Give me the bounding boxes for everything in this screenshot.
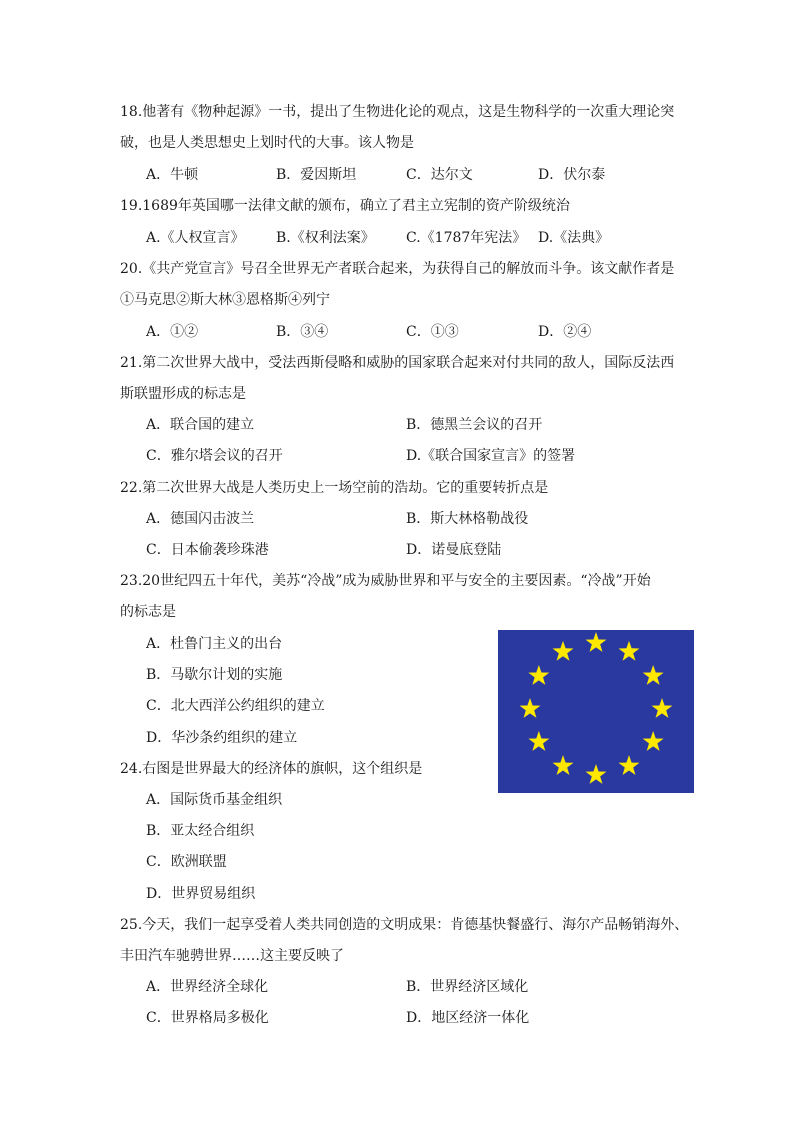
q20-stem-line1: 20.《共产党宣言》号召全世界无产者联合起来，为获得自己的解放而斗争。该文献作者是 — [120, 261, 675, 277]
q20-option-c: C．①③ — [406, 324, 459, 340]
q23-option-b: B．马歇尔计划的实施 — [146, 667, 283, 683]
q20-option-b: B．③④ — [276, 324, 329, 340]
q18-option-b: B．爱因斯坦 — [276, 167, 357, 183]
q18-stem-line1: 18.他著有《物种起源》一书，提出了生物进化论的观点，这是生物科学的一次重大理论突 — [120, 104, 675, 120]
q23-stem-line1: 23.20世纪四五十年代，美苏“冷战”成为威胁世界和平与安全的主要因素。“冷战”开始 — [120, 573, 651, 589]
q20-option-a: A．①② — [146, 324, 199, 340]
q20-stem-line2: ①马克思②斯大林③恩格斯④列宁 — [120, 292, 330, 308]
q24-option-c: C．欧洲联盟 — [146, 854, 227, 870]
q25-stem-line2: 丰田汽车驰骋世界……这主要反映了 — [120, 948, 344, 964]
q23-option-a: A．杜鲁门主义的出台 — [146, 636, 283, 652]
q21-option-c: C．雅尔塔会议的召开 — [146, 448, 283, 464]
q19-option-b: B.《权利法案》 — [276, 230, 375, 246]
q22-option-d: D．诺曼底登陆 — [406, 542, 502, 558]
q18-stem-line2: 破，也是人类思想史上划时代的大事。该人物是 — [120, 135, 414, 151]
q24-option-b: B．亚太经合组织 — [146, 823, 255, 839]
q21-stem-line2: 斯联盟形成的标志是 — [120, 386, 246, 402]
q21-stem-line1: 21.第二次世界大战中，受法西斯侵略和威胁的国家联合起来对付共同的敌人，国际反法西 — [120, 355, 675, 371]
q22-stem-line1: 22.第二次世界大战是人类历史上一场空前的浩劫。它的重要转折点是 — [120, 480, 549, 496]
q19-option-c: C.《1787年宪法》 — [406, 230, 527, 246]
q24-option-d: D．世界贸易组织 — [146, 886, 256, 902]
q22-option-c: C．日本偷袭珍珠港 — [146, 542, 269, 558]
q18-option-c: C．达尔文 — [406, 167, 473, 183]
q20-option-d: D．②④ — [538, 324, 592, 340]
eu-flag-svg — [498, 630, 694, 793]
q22-option-a: A．德国闪击波兰 — [146, 511, 255, 527]
q25-option-d: D．地区经济一体化 — [406, 1010, 530, 1026]
q22-option-b: B．斯大林格勒战役 — [406, 511, 529, 527]
q23-stem-line2: 的标志是 — [120, 604, 176, 620]
q19-option-a: A.《人权宣言》 — [146, 230, 245, 246]
eu-flag-image — [498, 630, 694, 793]
q19-stem-line1: 19.1689年英国哪一法律文献的颁布，确立了君主立宪制的资产阶级统治 — [120, 198, 570, 214]
q19-option-d: D.《法典》 — [538, 230, 610, 246]
q21-option-d: D.《联合国家宣言》的签署 — [406, 448, 576, 464]
q24-stem-line1: 24.右图是世界最大的经济体的旗帜，这个组织是 — [120, 761, 423, 777]
q21-option-b: B．德黑兰会议的召开 — [406, 417, 543, 433]
q25-stem-line1: 25.今天，我们一起享受着人类共同创造的文明成果：肯德基快餐盛行、海尔产品畅销海外、 — [120, 917, 689, 933]
q18-option-a: A．牛顿 — [146, 167, 199, 183]
q25-option-a: A．世界经济全球化 — [146, 979, 269, 995]
q18-option-d: D．伏尔泰 — [538, 167, 606, 183]
q23-option-c: C．北大西洋公约组织的建立 — [146, 698, 325, 714]
q25-option-b: B．世界经济区域化 — [406, 979, 529, 995]
q21-option-a: A．联合国的建立 — [146, 417, 255, 433]
q25-option-c: C．世界格局多极化 — [146, 1010, 269, 1026]
q23-option-d: D．华沙条约组织的建立 — [146, 730, 298, 746]
q24-option-a: A．国际货币基金组织 — [146, 792, 283, 808]
